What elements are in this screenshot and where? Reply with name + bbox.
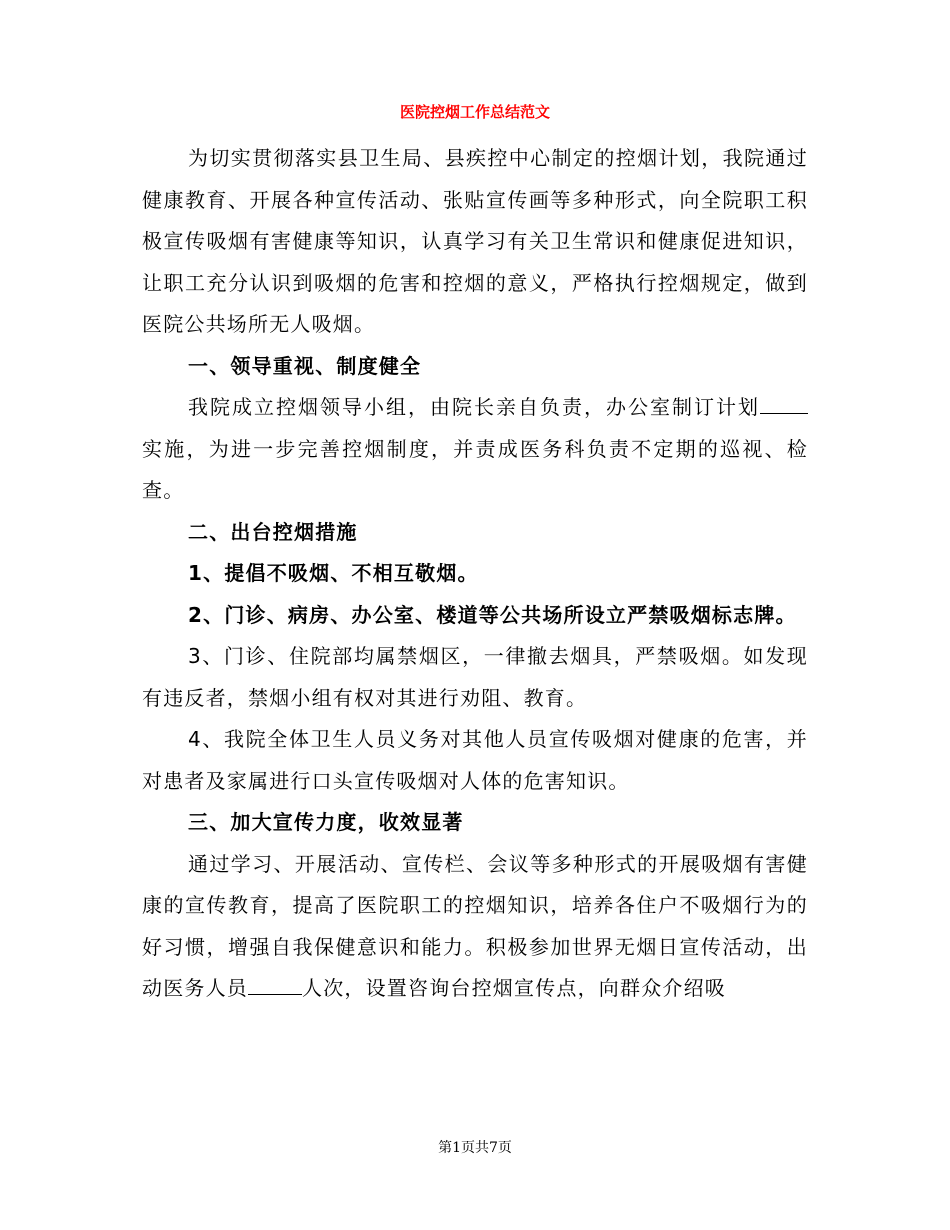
section-heading-2: 二、出台控烟措施 — [188, 519, 358, 544]
page-footer: 第1页共7页 — [438, 1140, 512, 1156]
section-3-paragraph — [142, 844, 808, 1010]
document-title: 医院控烟工作总结范文 — [399, 103, 550, 121]
section-1-paragraph — [142, 387, 808, 512]
measure-item-2: 2、门诊、病房、办公室、楼道等公共场所设立严禁吸烟标志牌。 — [188, 602, 797, 627]
section-1-text-before: 我院成立控烟领导小组，由院长亲自负责，办公室制订计划 — [188, 395, 760, 419]
section-heading-3: 三、加大宣传力度，收效显著 — [188, 810, 464, 834]
intro-paragraph: 为切实贯彻落实县卫生局、县疾控中心制定的控烟计划，我院通过健康教育、开展各种宣传活动、张贴宣传画等多种形式，向全院职工积极宣传吸烟有害健康等知识，认真学习有关卫生常识和健康促进知识，让职工充分认识到吸烟的危害和控烟的意义，严格执行控烟规定，做到医院公共场所无人吸烟。 — [142, 146, 808, 336]
measure-item-1: 1、提倡不吸烟、不相互敬烟。 — [188, 561, 479, 585]
section-3-text-after: 人次，设置咨询台控烟宣传点，向群众介绍吸 — [302, 976, 726, 1000]
section-3-text-before: 通过学习、开展活动、宣传栏、会议等多种形式的开展吸烟有害健康的宣传教育，提高了医院职工的控烟知识，培养各住户不吸烟行为的好习惯，增强自我保健意识和能力。积极参加世界无烟日宣传活动，出动医务人员 — [142, 851, 808, 1000]
section-heading-1: 一、领导重视、制度健全 — [188, 353, 422, 378]
document-body — [142, 138, 808, 1010]
measure-item-4: 4、我院全体卫生人员义务对其他人员宣传吸烟对健康的危害，并对患者及家属进行口头宣传吸烟对人体的危害知识。 — [142, 727, 808, 793]
fill-blank-line — [760, 391, 808, 414]
section-1-text-after: 实施，为进一步完善控烟制度，并责成医务科负责不定期的巡视、检查。 — [142, 436, 808, 502]
measure-item-3: 3、门诊、住院部均属禁烟区，一律撤去烟具，严禁吸烟。如发现有违反者，禁烟小组有权对其进行劝阻、教育。 — [142, 644, 808, 710]
fill-blank-line — [248, 972, 302, 995]
